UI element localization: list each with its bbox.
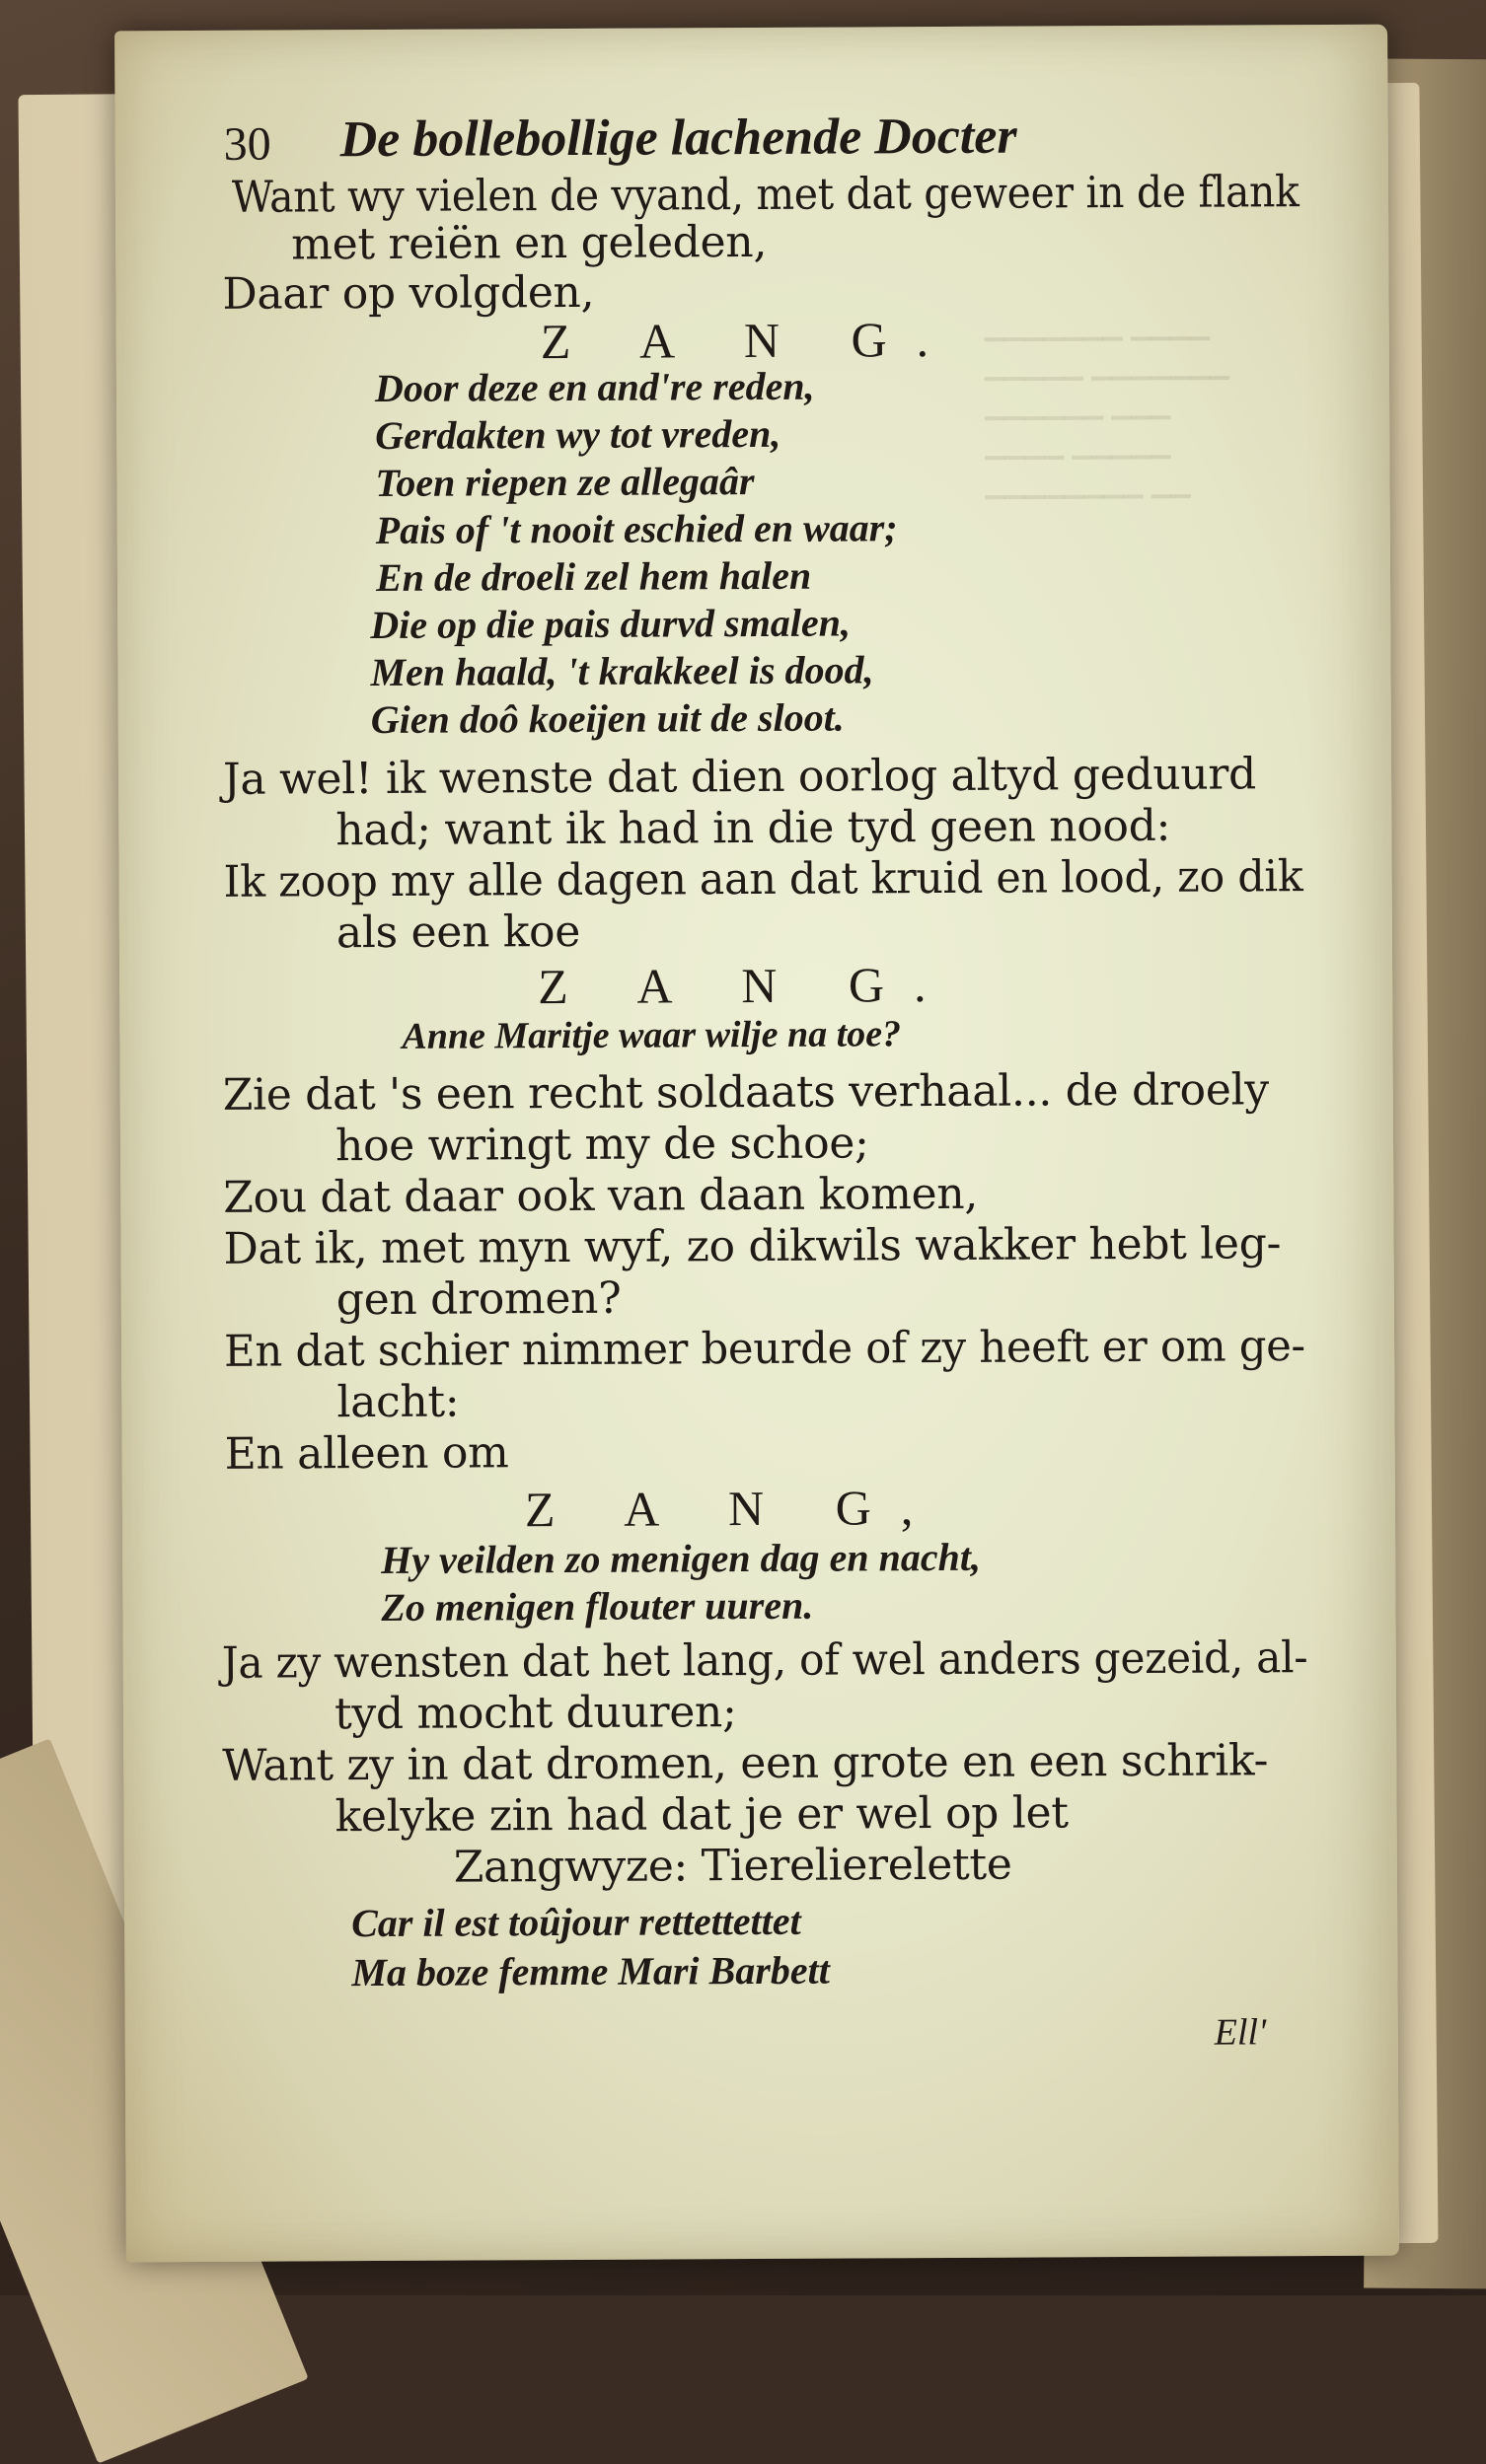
text-line: kelyke zin had dat je er wel op let [334, 1787, 1069, 1843]
zang-heading: Z A N G. [540, 311, 959, 370]
text-line: Zie dat 's een recht soldaats verhaal... de droely [222, 1064, 1270, 1121]
zang-heading: Z A N G. [538, 956, 956, 1015]
text-line: Ja wel! ik wenste dat dien oorlog altyd geduurd [222, 749, 1257, 805]
book-page [114, 25, 1399, 2263]
text-line: als een koe [335, 906, 581, 959]
verse-line: Car il est toûjour rettettettet [351, 1898, 801, 1946]
text-line: Want wy vielen de vyand, met dat geweer in de flank [231, 167, 1300, 223]
text-line: En dat schier nimmer beurde of zy heeft er om ge- [223, 1321, 1305, 1377]
text-line: Ja zy wensten dat het lang, of wel anders gezeid, al- [221, 1632, 1308, 1689]
show-through-text: ▁▁▁▁▁▁▁ ▁▁▁▁ ▁▁▁▁▁ ▁▁▁▁▁▁▁ ▁▁▁▁▁▁ ▁▁▁ ▁▁▁▁ ▁▁▁▁▁ ▁▁▁▁▁▁▁▁ ▁▁ [984, 311, 1230, 500]
verse-line: Pais of 't nooit eschied en waar; [375, 505, 898, 553]
running-title: De bollebollige lachende Docter [339, 108, 1017, 169]
page-number: 30 [223, 117, 271, 171]
verse-line: Ma boze femme Mari Barbett [351, 1947, 830, 1995]
zang-heading: Z A N G, [524, 1480, 943, 1538]
catchword: Ell' [1214, 2011, 1267, 2054]
verse-line: Gerdakten wy tot vreden, [375, 410, 781, 459]
verse-line: Anne Maritje waar wilje na toe? [402, 1013, 902, 1057]
text-line: Dat ik, met myn wyf, zo dikwils wakker hebt leg- [223, 1218, 1282, 1274]
verse-line: Hy veilden zo menigen dag en nacht, [381, 1534, 982, 1582]
verse-line: Gien doô koeijen uit de sloot. [370, 694, 845, 743]
text-line: tyd mocht duuren; [334, 1687, 737, 1740]
text-line: had; want ik had in die tyd geen nood: [335, 800, 1171, 856]
verse-line: Toen riepen ze allegaâr [375, 459, 755, 506]
verse-line: Zo menigen flouter uuren. [381, 1582, 814, 1630]
text-line: En alleen om [224, 1427, 509, 1480]
text-line: hoe wringt my de schoe; [334, 1118, 869, 1172]
text-line: met reiën en geleden, [291, 216, 768, 270]
text-line: lacht: [336, 1376, 460, 1428]
text-line: Zou dat daar ook van daan komen, [223, 1168, 979, 1223]
verse-line: En de droeli zel hem halen [375, 552, 812, 601]
text-line: Ik zoop my alle dagen aan dat kruid en lood, zo dik [223, 851, 1303, 907]
verse-line: Door deze en and're reden, [374, 363, 815, 411]
tune-indication: Zangwyze: Tierelierelette [453, 1839, 1012, 1893]
text-line: gen dromen? [335, 1272, 622, 1326]
text-line: Daar op volgden, [222, 266, 595, 320]
text-line: Want zy in dat dromen, een grote en een schrik- [222, 1735, 1269, 1791]
verse-line: Men haald, 't krakkeel is dood, [370, 647, 874, 695]
verse-line: Die op die pais durvd smalen, [370, 600, 852, 648]
